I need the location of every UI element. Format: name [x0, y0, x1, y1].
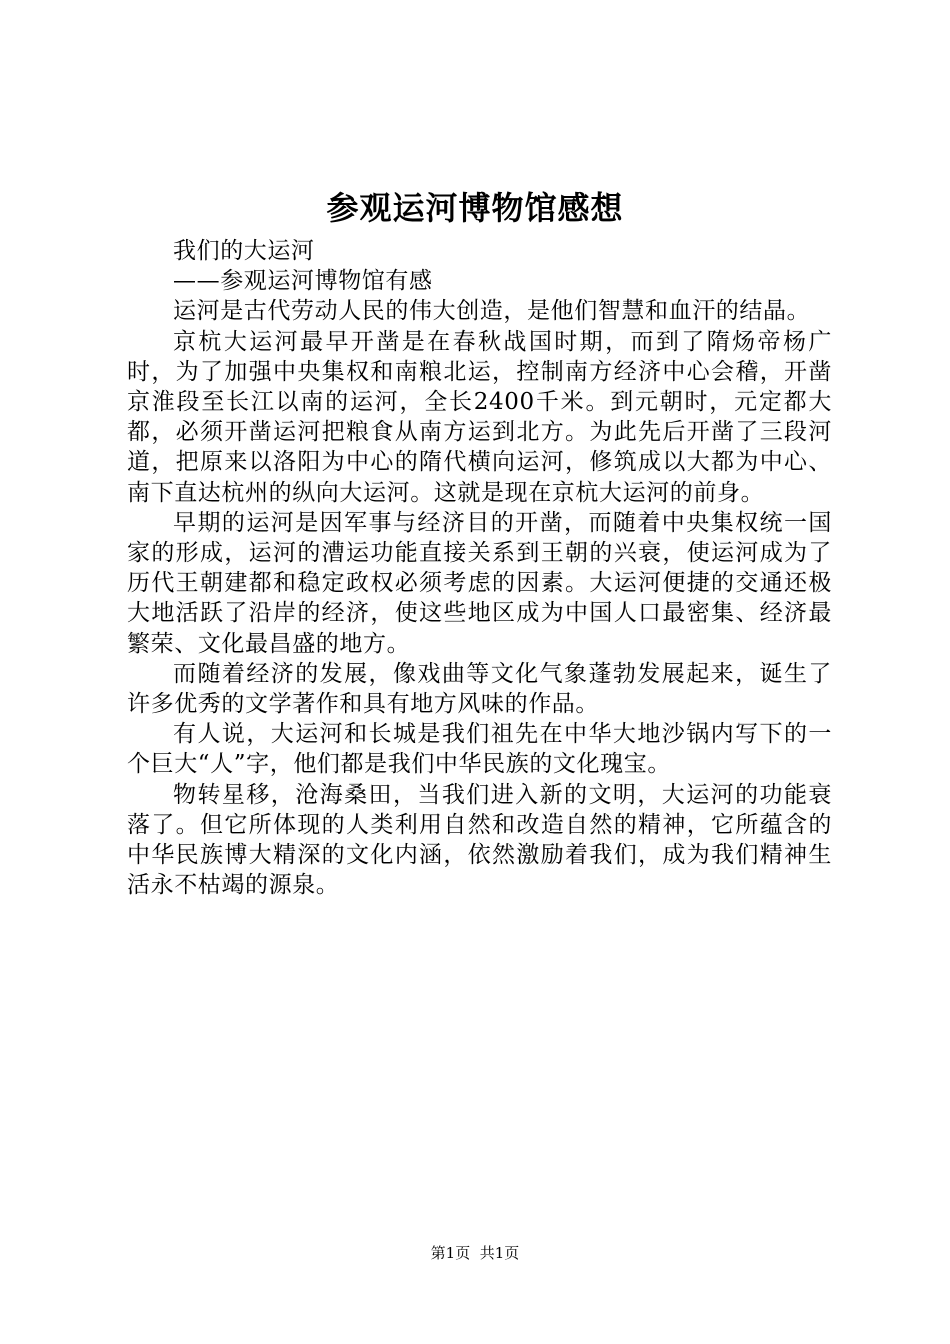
body-paragraph: 物转星移，沧海桑田，当我们进入新的文明，大运河的功能衰落了。但它所体现的人类利用自然和改造自然的精神，它所蕴含的中华民族博大精深的文化内涵，依然激励着我们，成为我们精神生活永不枯竭的源泉。 [127, 781, 832, 899]
document-title: 参观运河博物馆感想 [326, 189, 624, 227]
body-paragraph: 有人说，大运河和长城是我们祖先在中华大地沙锅内写下的一个巨大“人”字，他们都是我们中华民族的文化瑰宝。 [127, 721, 832, 778]
page-number-total: 共1页 [479, 1244, 520, 1262]
page-number-current: 第1页 [430, 1244, 471, 1262]
document-body [127, 236, 832, 900]
body-paragraph: 京杭大运河最早开凿是在春秋战国时期，而到了隋炀帝杨广时，为了加强中央集权和南粮北运，控制南方经济中心会稽，开凿京淮段至长江以南的运河，全长2400千米。到元朝时，元定都大都，必须开凿运河把粮食从南方运到北方。为此先后开凿了三段河道，把原来以洛阳为中心的隋代横向运河，修筑成以大都为中心、南下直达杭州的纵向大运河。这就是现在京杭大运河的前身。 [127, 328, 832, 506]
subtitle-line: 我们的大运河 [173, 238, 315, 264]
body-paragraph: 运河是古代劳动人民的伟大创造，是他们智慧和血汗的结晶。 [173, 298, 811, 325]
body-paragraph: 早期的运河是因军事与经济目的开凿，而随着中央集权统一国家的形成，运河的漕运功能直接关系到王朝的兴衰，使运河成为了历代王朝建都和稳定政权必须考虑的因素。大运河便捷的交通还极大地活跃了沿岸的经济，使这些地区成为中国人口最密集、经济最繁荣、文化最昌盛的地方。 [127, 509, 832, 657]
page-footer [0, 1243, 950, 1263]
subtitle-dash-line: ——参观运河博物馆有感 [173, 268, 433, 295]
body-paragraph: 而随着经济的发展，像戏曲等文化气象蓬勃发展起来，诞生了许多优秀的文学著作和具有地方风味的作品。 [127, 660, 832, 718]
